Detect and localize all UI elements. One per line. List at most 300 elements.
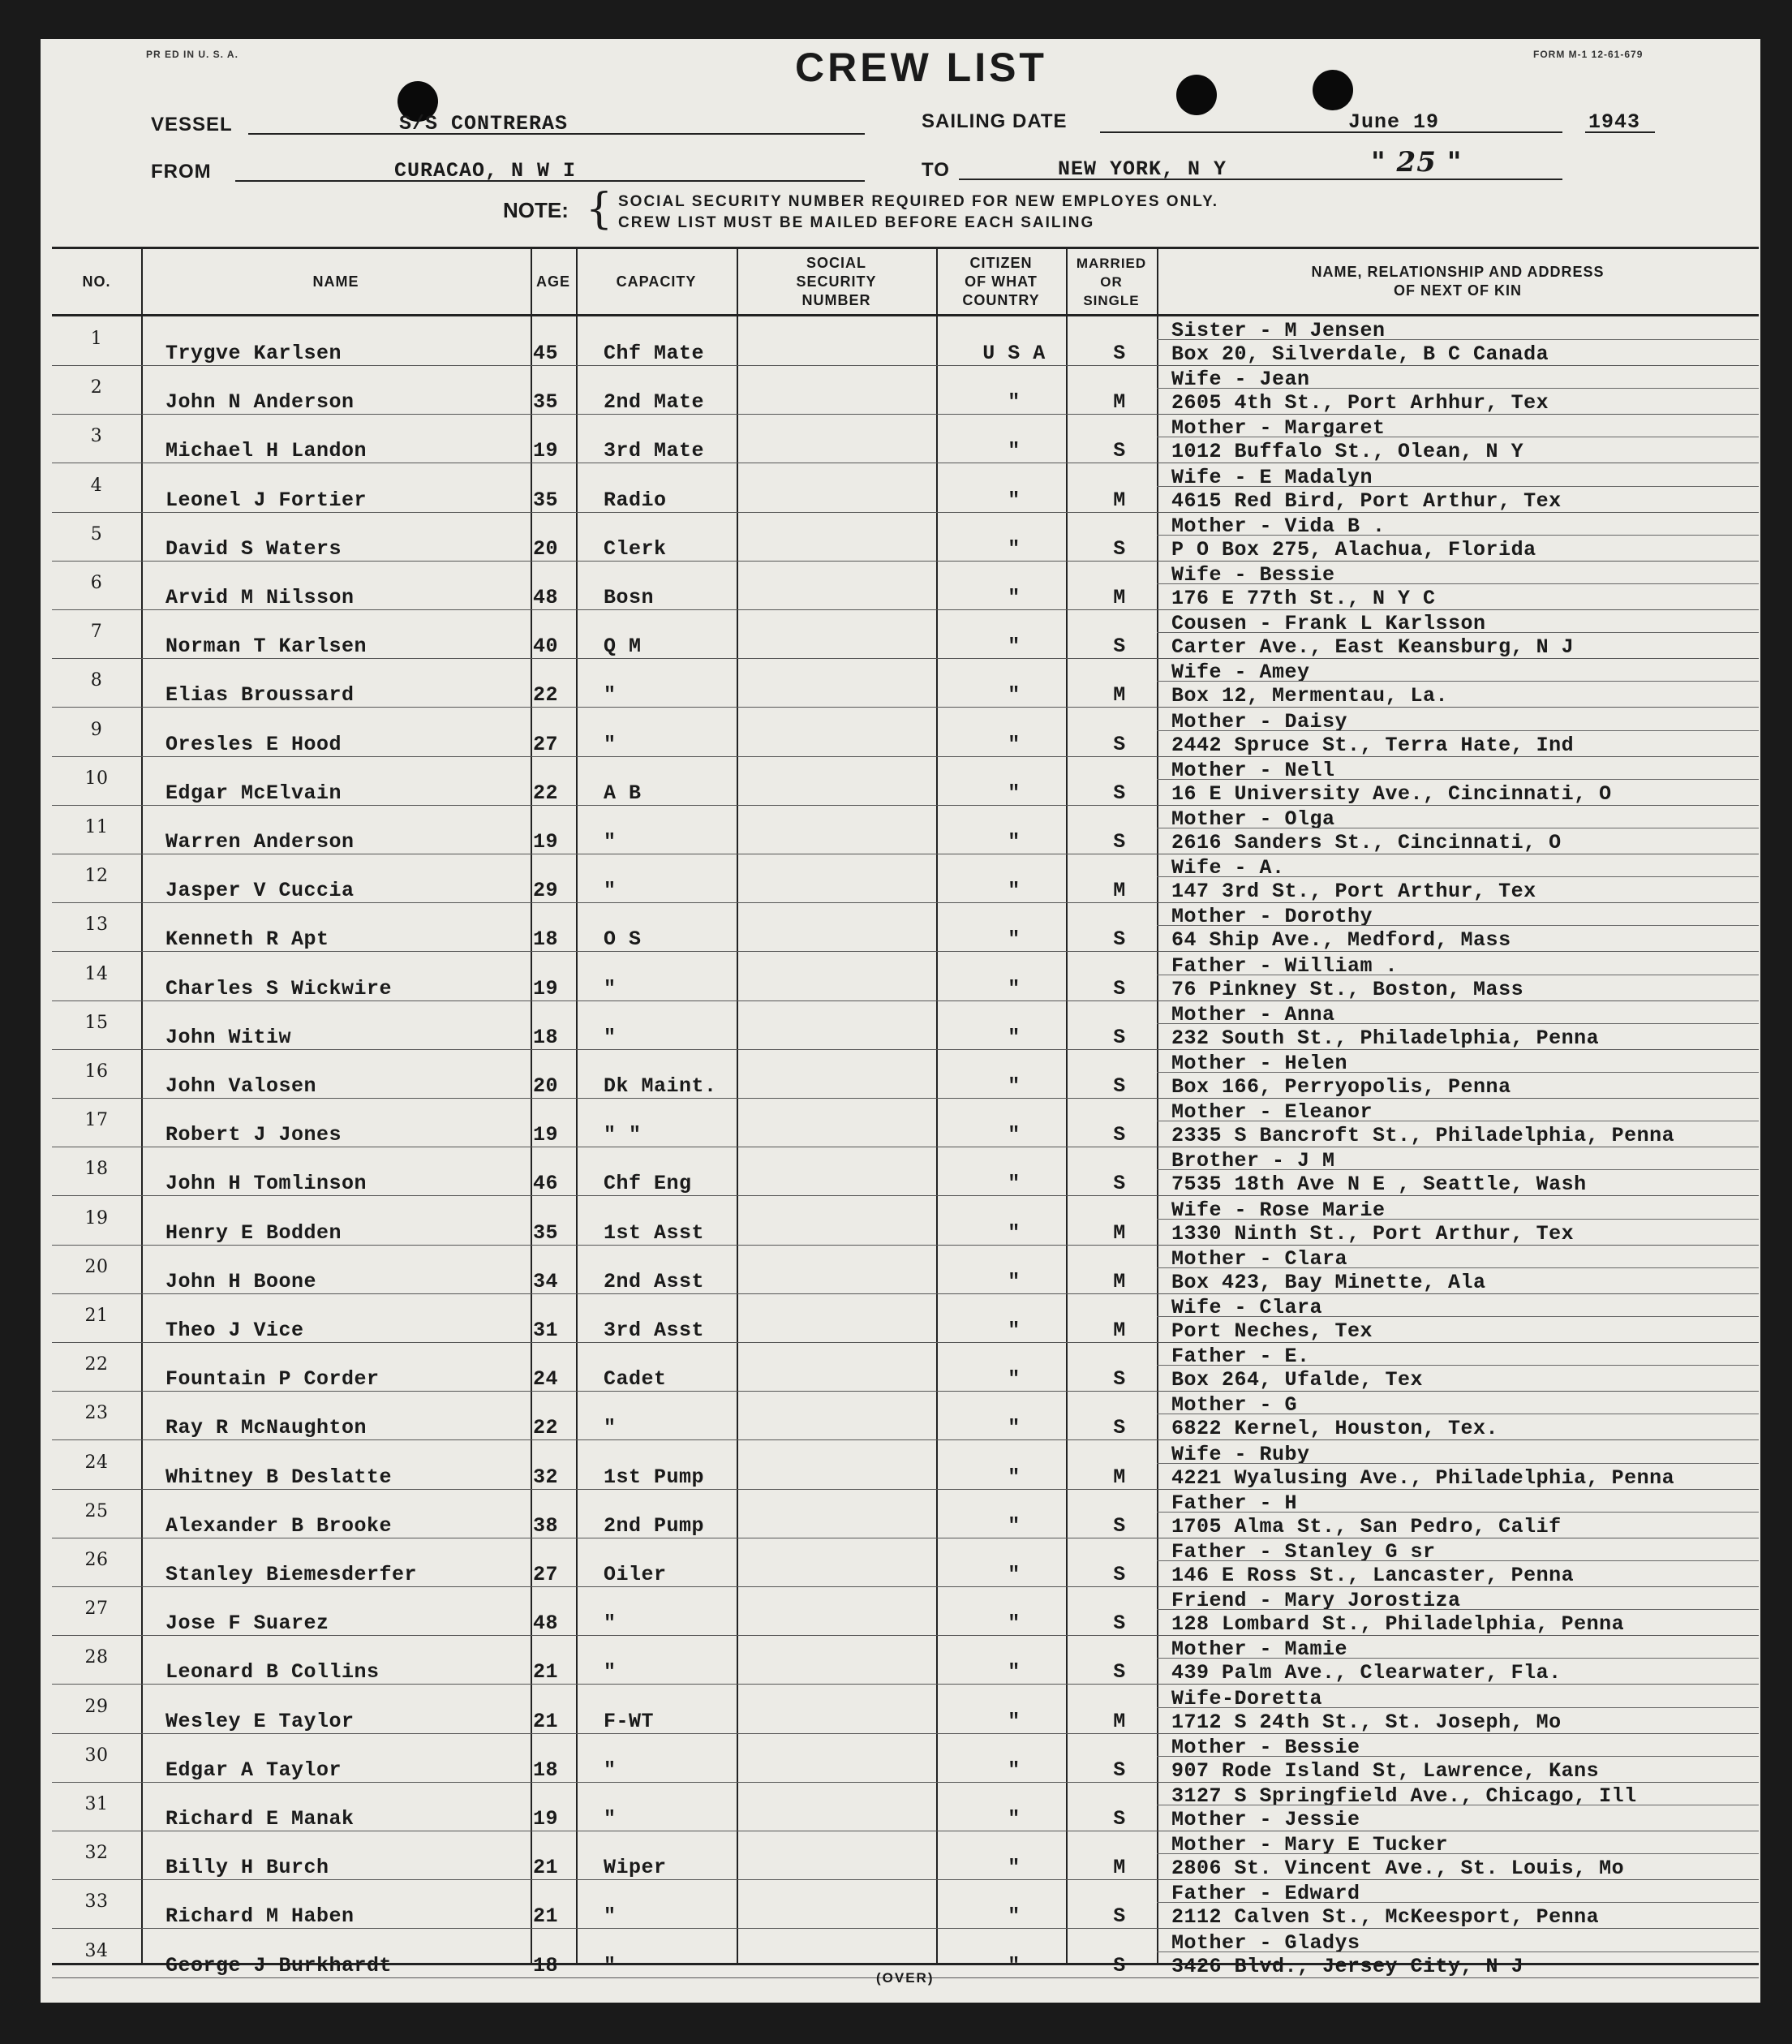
- kin-divider: [1157, 583, 1759, 584]
- kin-divider: [1157, 535, 1759, 536]
- crew-citizenship: ": [1008, 1856, 1021, 1880]
- crew-capacity: Dk Maint.: [604, 1074, 717, 1098]
- crew-marital-status: M: [1113, 488, 1126, 512]
- from-label: FROM: [151, 161, 212, 183]
- next-of-kin-name: Mother - Helen: [1171, 1052, 1348, 1075]
- crew-capacity: ": [604, 1904, 617, 1929]
- crew-capacity: ": [604, 1953, 617, 1977]
- next-of-kin-name: Mother - Eleanor: [1171, 1100, 1373, 1125]
- crew-name: Robert J Jones: [165, 1123, 342, 1147]
- next-of-kin-address: 176 E 77th St., N Y C: [1171, 587, 1436, 610]
- table-row: [52, 464, 1759, 513]
- next-of-kin-address: 2335 S Bancroft St., Philadelphia, Penna: [1171, 1124, 1675, 1148]
- crew-marital-status: M: [1113, 1220, 1126, 1245]
- next-of-kin-name: Wife - Ruby: [1171, 1442, 1310, 1466]
- crew-name: Warren Anderson: [165, 830, 355, 854]
- crew-age: 19: [533, 1807, 559, 1831]
- next-of-kin-address: 2605 4th St., Port Arhhur, Tex: [1171, 391, 1549, 415]
- col-header-no: NO.: [82, 273, 111, 290]
- crew-citizenship: ": [1008, 1172, 1021, 1196]
- table-row: [52, 953, 1759, 1001]
- table-row: [52, 1685, 1759, 1734]
- row-number: 24: [84, 1452, 109, 1473]
- crew-citizenship: ": [1008, 781, 1021, 805]
- next-of-kin-address: 2442 Spruce St., Terra Hate, Ind: [1171, 733, 1575, 757]
- to-label: TO: [922, 159, 950, 181]
- row-number: 27: [84, 1599, 109, 1620]
- next-of-kin-name: Cousen - Frank L Karlsson: [1171, 612, 1486, 636]
- row-number: 11: [84, 817, 109, 837]
- crew-capacity: Radio: [604, 488, 667, 512]
- crew-name: Leonard B Collins: [165, 1660, 380, 1685]
- crew-marital-status: M: [1113, 1269, 1126, 1293]
- crew-age: 22: [533, 683, 559, 708]
- next-of-kin-name: Mother - Clara: [1171, 1246, 1348, 1271]
- table-row: [52, 1392, 1759, 1440]
- crew-marital-status: M: [1113, 683, 1126, 708]
- crew-citizenship: U S A: [982, 342, 1046, 365]
- crew-capacity: 2nd Asst: [604, 1269, 705, 1293]
- crew-marital-status: S: [1113, 1416, 1126, 1440]
- crew-capacity: 1st Asst: [604, 1220, 705, 1245]
- crew-citizenship: ": [1008, 830, 1021, 854]
- crew-age: 21: [533, 1660, 559, 1685]
- next-of-kin-name: Mother - Daisy: [1171, 709, 1348, 734]
- next-of-kin-name: Wife-Doretta: [1171, 1686, 1323, 1711]
- kin-divider: [1157, 1072, 1759, 1073]
- crew-citizenship: ": [1008, 1807, 1021, 1831]
- crew-name: John N Anderson: [165, 390, 355, 415]
- crew-age: 24: [533, 1367, 559, 1392]
- form-number: FORM M-1 12-61-679: [1533, 49, 1644, 60]
- crew-age: 22: [533, 1416, 559, 1440]
- crew-name: Stanley Biemesderfer: [165, 1563, 418, 1586]
- crew-marital-status: S: [1113, 1074, 1126, 1098]
- crew-citizenship: ": [1008, 1416, 1021, 1440]
- crew-age: 27: [533, 1563, 559, 1586]
- crew-citizenship: ": [1008, 1758, 1021, 1782]
- crew-citizenship: ": [1008, 732, 1021, 756]
- crew-marital-status: M: [1113, 1856, 1126, 1880]
- table-row: [52, 806, 1759, 854]
- vessel-label: VESSEL: [151, 114, 233, 136]
- crew-citizenship: ": [1008, 586, 1021, 609]
- crew-marital-status: S: [1113, 342, 1126, 365]
- table-row: [52, 513, 1759, 562]
- row-number: 16: [84, 1061, 109, 1082]
- crew-name: John H Tomlinson: [165, 1172, 367, 1196]
- next-of-kin-name: Sister - M Jensen: [1171, 319, 1386, 342]
- sailing-date-line: [1100, 131, 1562, 133]
- table-row: [52, 1636, 1759, 1685]
- crew-marital-status: S: [1113, 536, 1126, 561]
- col-header-kin: NAME, RELATIONSHIP AND ADDRESS OF NEXT OF KIN: [1311, 264, 1605, 299]
- row-number: 9: [90, 719, 103, 740]
- crew-age: 35: [533, 390, 559, 415]
- crew-capacity: ": [604, 732, 617, 756]
- crew-marital-status: S: [1113, 830, 1126, 854]
- crew-citizenship: ": [1008, 1465, 1021, 1489]
- kin-divider: [1157, 925, 1759, 926]
- note-line-1: SOCIAL SECURITY NUMBER REQUIRED FOR NEW EMPLOYES ONLY.: [618, 193, 1219, 210]
- table-row: [52, 415, 1759, 463]
- row-number: 33: [84, 1891, 109, 1913]
- crew-marital-status: S: [1113, 1367, 1126, 1392]
- row-number: 18: [84, 1159, 109, 1180]
- col-header-age: AGE: [535, 273, 570, 290]
- row-number: 8: [90, 670, 103, 691]
- crew-citizenship: ": [1008, 1612, 1021, 1636]
- row-number: 25: [84, 1500, 109, 1521]
- crew-name: Trygve Karlsen: [165, 342, 342, 365]
- to-line: [959, 179, 1562, 180]
- col-header-married: MARRIED OR SINGLE: [1076, 255, 1147, 308]
- next-of-kin-name: Wife - E Madalyn: [1171, 465, 1373, 489]
- crew-citizenship: ": [1008, 536, 1021, 561]
- next-of-kin-address: Box 423, Bay Minette, Ala: [1171, 1270, 1486, 1294]
- punch-hole: [1176, 75, 1217, 115]
- next-of-kin-address: 6822 Kernel, Houston, Tex.: [1171, 1417, 1499, 1441]
- next-of-kin-address: 1330 Ninth St., Port Arthur, Tex: [1171, 1221, 1575, 1246]
- next-of-kin-name: 3127 S Springfield Ave., Chicago, Ill: [1171, 1784, 1637, 1808]
- crew-name: Oresles E Hood: [165, 732, 342, 756]
- next-of-kin-name: Mother - Mary E Tucker: [1171, 1833, 1449, 1857]
- next-of-kin-name: Mother - Vida B .: [1171, 514, 1386, 538]
- kin-divider: [1157, 1219, 1759, 1220]
- header-rule: [52, 314, 1759, 316]
- table-row: [52, 1147, 1759, 1196]
- row-number: 29: [84, 1696, 109, 1717]
- next-of-kin-name: Mother - Mamie: [1171, 1637, 1348, 1662]
- crew-list-form: [41, 39, 1760, 2003]
- crew-marital-status: S: [1113, 1612, 1126, 1636]
- crew-capacity: 3rd Mate: [604, 439, 705, 463]
- table-row: [52, 1490, 1759, 1538]
- crew-age: 29: [533, 879, 559, 903]
- crew-age: 21: [533, 1904, 559, 1929]
- next-of-kin-address: Box 20, Silverdale, B C Canada: [1171, 342, 1549, 366]
- next-of-kin-name: Father - H: [1171, 1491, 1298, 1515]
- crew-citizenship: ": [1008, 1025, 1021, 1049]
- crew-age: 18: [533, 927, 559, 952]
- row-number: 15: [84, 1012, 109, 1033]
- crew-marital-status: S: [1113, 1513, 1126, 1538]
- crew-citizenship: ": [1008, 1563, 1021, 1586]
- next-of-kin-address: 146 E Ross St., Lancaster, Penna: [1171, 1564, 1575, 1587]
- table-row: [52, 1538, 1759, 1587]
- crew-name: Charles S Wickwire: [165, 976, 393, 1000]
- crew-name: John Witiw: [165, 1025, 292, 1049]
- crew-capacity: Oiler: [604, 1563, 667, 1586]
- table-row: [52, 1050, 1759, 1099]
- row-number: 30: [84, 1745, 109, 1766]
- punch-hole: [1313, 70, 1353, 110]
- crew-age: 48: [533, 586, 559, 609]
- table-row: [52, 903, 1759, 952]
- next-of-kin-name: Father - Edward: [1171, 1882, 1360, 1906]
- crew-capacity: Chf Mate: [604, 342, 705, 365]
- crew-age: 45: [533, 342, 559, 365]
- crew-age: 18: [533, 1758, 559, 1782]
- crew-age: 38: [533, 1513, 559, 1538]
- table-row: [52, 1294, 1759, 1343]
- crew-capacity: Chf Eng: [604, 1172, 692, 1196]
- crew-age: 21: [533, 1856, 559, 1880]
- crew-name: Ray R McNaughton: [165, 1416, 367, 1440]
- row-number: 1: [90, 329, 103, 349]
- crew-capacity: O S: [604, 927, 642, 952]
- row-number: 20: [84, 1256, 109, 1277]
- kin-divider: [1157, 339, 1759, 340]
- next-of-kin-address: Carter Ave., East Keansburg, N J: [1171, 635, 1575, 660]
- crew-name: David S Waters: [165, 536, 342, 561]
- crew-age: 46: [533, 1172, 559, 1196]
- crew-name: Elias Broussard: [165, 683, 355, 708]
- crew-marital-status: S: [1113, 1758, 1126, 1782]
- crew-age: 20: [533, 536, 559, 561]
- col-header-citizen: CITIZEN OF WHAT COUNTRY: [962, 254, 1040, 308]
- next-of-kin-name: Wife - A.: [1171, 856, 1285, 880]
- next-of-kin-name: Brother - J M: [1171, 1149, 1335, 1173]
- table-row: [52, 757, 1759, 806]
- crew-age: 35: [533, 488, 559, 512]
- crew-age: 18: [533, 1025, 559, 1049]
- crew-name: Fountain P Corder: [165, 1367, 380, 1392]
- crew-age: 35: [533, 1220, 559, 1245]
- kin-divider: [1157, 1267, 1759, 1268]
- form-title: CREW LIST: [795, 45, 1047, 90]
- next-of-kin-name: Father - E.: [1171, 1345, 1310, 1369]
- kin-divider: [1157, 730, 1759, 731]
- crew-name: Richard E Manak: [165, 1807, 355, 1831]
- crew-name: Edgar A Taylor: [165, 1758, 342, 1782]
- crew-citizenship: ": [1008, 1953, 1021, 1977]
- crew-capacity: 2nd Mate: [604, 390, 705, 415]
- col-header-capacity: CAPACITY: [616, 273, 697, 290]
- table-row: [52, 708, 1759, 757]
- crew-marital-status: M: [1113, 1709, 1126, 1733]
- crew-citizenship: ": [1008, 1123, 1021, 1147]
- table-row: [52, 562, 1759, 610]
- kin-divider: [1157, 1365, 1759, 1366]
- crew-citizenship: ": [1008, 1074, 1021, 1098]
- table-row: [52, 1880, 1759, 1929]
- next-of-kin-address: 907 Rode Island St, Lawrence, Kans: [1171, 1758, 1600, 1783]
- next-of-kin-name: Wife - Jean: [1171, 368, 1310, 392]
- next-of-kin-address: Port Neches, Tex: [1171, 1319, 1373, 1343]
- table-row: [52, 1831, 1759, 1880]
- note-line-2: CREW LIST MUST BE MAILED BEFORE EACH SAILING: [618, 214, 1095, 231]
- crew-name: Edgar McElvain: [165, 781, 342, 805]
- kin-divider: [1157, 1658, 1759, 1659]
- kin-divider: [1157, 1023, 1759, 1024]
- kin-divider: [1157, 1463, 1759, 1464]
- table-row: [52, 1734, 1759, 1783]
- crew-marital-status: S: [1113, 1807, 1126, 1831]
- row-number: 4: [90, 475, 103, 496]
- year-line: [1585, 131, 1655, 133]
- crew-name: Theo J Vice: [165, 1319, 304, 1342]
- crew-citizenship: ": [1008, 488, 1021, 512]
- crew-citizenship: ": [1008, 976, 1021, 1000]
- next-of-kin-address: Box 12, Mermentau, La.: [1171, 684, 1449, 708]
- crew-age: 40: [533, 635, 559, 659]
- crew-name: Jose F Suarez: [165, 1612, 329, 1636]
- crew-citizenship: ": [1008, 927, 1021, 952]
- crew-capacity: 1st Pump: [604, 1465, 705, 1489]
- next-of-kin-address: P O Box 275, Alachua, Florida: [1171, 537, 1536, 562]
- crew-citizenship: ": [1008, 1367, 1021, 1392]
- kin-divider: [1157, 1560, 1759, 1561]
- table-row: [52, 1343, 1759, 1392]
- crew-name: Kenneth R Apt: [165, 927, 329, 952]
- kin-divider: [1157, 632, 1759, 633]
- next-of-kin-address: 4615 Red Bird, Port Arthur, Tex: [1171, 488, 1562, 513]
- handwritten-count: " 25 ": [1371, 146, 1463, 179]
- crew-marital-status: S: [1113, 732, 1126, 756]
- crew-marital-status: S: [1113, 1953, 1126, 1977]
- col-header-ssn: SOCIAL SECURITY NUMBER: [796, 254, 877, 308]
- row-number: 14: [84, 963, 109, 984]
- row-number: 19: [84, 1207, 109, 1229]
- crew-capacity: ": [604, 976, 617, 1000]
- next-of-kin-address: 147 3rd St., Port Arthur, Tex: [1171, 880, 1536, 904]
- row-number: 23: [84, 1403, 109, 1424]
- crew-name: Arvid M Nilsson: [165, 586, 355, 609]
- kin-divider: [1157, 1756, 1759, 1757]
- sailing-date-label: SAILING DATE: [922, 110, 1068, 132]
- table-row: [52, 1246, 1759, 1294]
- next-of-kin-address: Box 166, Perryopolis, Penna: [1171, 1075, 1511, 1099]
- kin-divider: [1157, 1707, 1759, 1708]
- crew-capacity: ": [604, 1660, 617, 1685]
- next-of-kin-name: Mother - Nell: [1171, 758, 1335, 782]
- crew-name: Richard M Haben: [165, 1904, 355, 1929]
- next-of-kin-name: Father - William .: [1171, 953, 1399, 978]
- row-number: 17: [84, 1110, 109, 1131]
- next-of-kin-address: 2112 Calven St., McKeesport, Penna: [1171, 1905, 1600, 1930]
- crew-age: 18: [533, 1953, 559, 1977]
- crew-name: Alexander B Brooke: [165, 1513, 393, 1538]
- crew-capacity: " ": [604, 1123, 642, 1147]
- crew-age: 22: [533, 781, 559, 805]
- to-value: NEW YORK, N Y: [1058, 157, 1227, 181]
- next-of-kin-address: 16 E University Ave., Cincinnati, O: [1171, 781, 1612, 806]
- next-of-kin-address: 2616 Sanders St., Cincinnati, O: [1171, 831, 1562, 854]
- table-row: [52, 659, 1759, 708]
- row-number: 34: [84, 1940, 109, 1961]
- crew-age: 19: [533, 439, 559, 463]
- next-of-kin-address: Box 264, Ufalde, Tex: [1171, 1368, 1424, 1392]
- next-of-kin-name: Wife - Clara: [1171, 1296, 1323, 1319]
- next-of-kin-address: 128 Lombard St., Philadelphia, Penna: [1171, 1612, 1625, 1637]
- table-row: [52, 1587, 1759, 1636]
- crew-capacity: ": [604, 1025, 617, 1049]
- crew-age: 19: [533, 976, 559, 1000]
- crew-citizenship: ": [1008, 390, 1021, 415]
- crew-citizenship: ": [1008, 1319, 1021, 1342]
- crew-name: John H Boone: [165, 1269, 317, 1293]
- next-of-kin-address: 64 Ship Ave., Medford, Mass: [1171, 928, 1511, 953]
- crew-marital-status: S: [1113, 1025, 1126, 1049]
- crew-age: 48: [533, 1612, 559, 1636]
- next-of-kin-address: Mother - Jessie: [1171, 1808, 1360, 1831]
- crew-capacity: ": [604, 1612, 617, 1636]
- crew-marital-status: S: [1113, 1123, 1126, 1147]
- crew-marital-status: S: [1113, 1660, 1126, 1685]
- crew-capacity: F-WT: [604, 1709, 655, 1733]
- kin-divider: [1157, 681, 1759, 682]
- next-of-kin-name: Mother - Margaret: [1171, 416, 1386, 441]
- table-row: [52, 1783, 1759, 1831]
- sailing-year: 1943: [1588, 110, 1641, 134]
- crew-citizenship: ": [1008, 1269, 1021, 1293]
- crew-capacity: Bosn: [604, 586, 655, 609]
- row-number: 26: [84, 1550, 109, 1570]
- crew-name: Michael H Landon: [165, 439, 367, 463]
- row-number: 12: [84, 866, 109, 887]
- kin-divider: [1157, 1609, 1759, 1610]
- crew-citizenship: ": [1008, 879, 1021, 903]
- crew-name: Wesley E Taylor: [165, 1709, 355, 1733]
- crew-name: Norman T Karlsen: [165, 635, 367, 659]
- next-of-kin-address: 3426 Blvd., Jersey City, N J: [1171, 1954, 1524, 1978]
- crew-citizenship: ": [1008, 1220, 1021, 1245]
- crew-capacity: ": [604, 1758, 617, 1782]
- crew-marital-status: S: [1113, 927, 1126, 952]
- crew-name: John Valosen: [165, 1074, 317, 1098]
- crew-marital-status: M: [1113, 1319, 1126, 1342]
- table-row: [52, 1197, 1759, 1246]
- next-of-kin-address: 1705 Alma St., San Pedro, Calif: [1171, 1514, 1562, 1538]
- row-number: 21: [84, 1306, 109, 1326]
- row-number: 22: [84, 1354, 109, 1375]
- crew-marital-status: S: [1113, 439, 1126, 463]
- crew-capacity: ": [604, 879, 617, 903]
- crew-age: 34: [533, 1269, 559, 1293]
- kin-divider: [1157, 388, 1759, 389]
- row-number: 5: [90, 523, 103, 544]
- table-row: [52, 366, 1759, 415]
- over-label: (OVER): [876, 1970, 935, 1986]
- col-header-name: NAME: [312, 273, 359, 290]
- next-of-kin-name: Wife - Bessie: [1171, 563, 1335, 587]
- crew-citizenship: ": [1008, 1709, 1021, 1733]
- next-of-kin-name: Mother - Anna: [1171, 1002, 1335, 1026]
- next-of-kin-address: 1712 S 24th St., St. Joseph, Mo: [1171, 1710, 1562, 1734]
- crew-marital-status: M: [1113, 390, 1126, 415]
- crew-capacity: ": [604, 1416, 617, 1440]
- row-number: 3: [90, 426, 103, 447]
- kin-divider: [1157, 1316, 1759, 1317]
- kin-divider: [1157, 1902, 1759, 1903]
- crew-marital-status: M: [1113, 586, 1126, 609]
- next-of-kin-name: Friend - Mary Jorostiza: [1171, 1589, 1461, 1613]
- next-of-kin-address: 76 Pinkney St., Boston, Mass: [1171, 977, 1524, 1001]
- crew-age: 21: [533, 1709, 559, 1733]
- table-row: [52, 610, 1759, 659]
- kin-divider: [1157, 876, 1759, 877]
- next-of-kin-name: Mother - Bessie: [1171, 1735, 1360, 1759]
- next-of-kin-name: Mother - G: [1171, 1393, 1298, 1418]
- table-row: [52, 1099, 1759, 1147]
- crew-age: 32: [533, 1465, 559, 1489]
- row-number: 32: [84, 1843, 109, 1864]
- crew-marital-status: S: [1113, 1563, 1126, 1586]
- kin-divider: [1157, 1951, 1759, 1952]
- table-row: [52, 317, 1759, 366]
- crew-marital-status: S: [1113, 1904, 1126, 1929]
